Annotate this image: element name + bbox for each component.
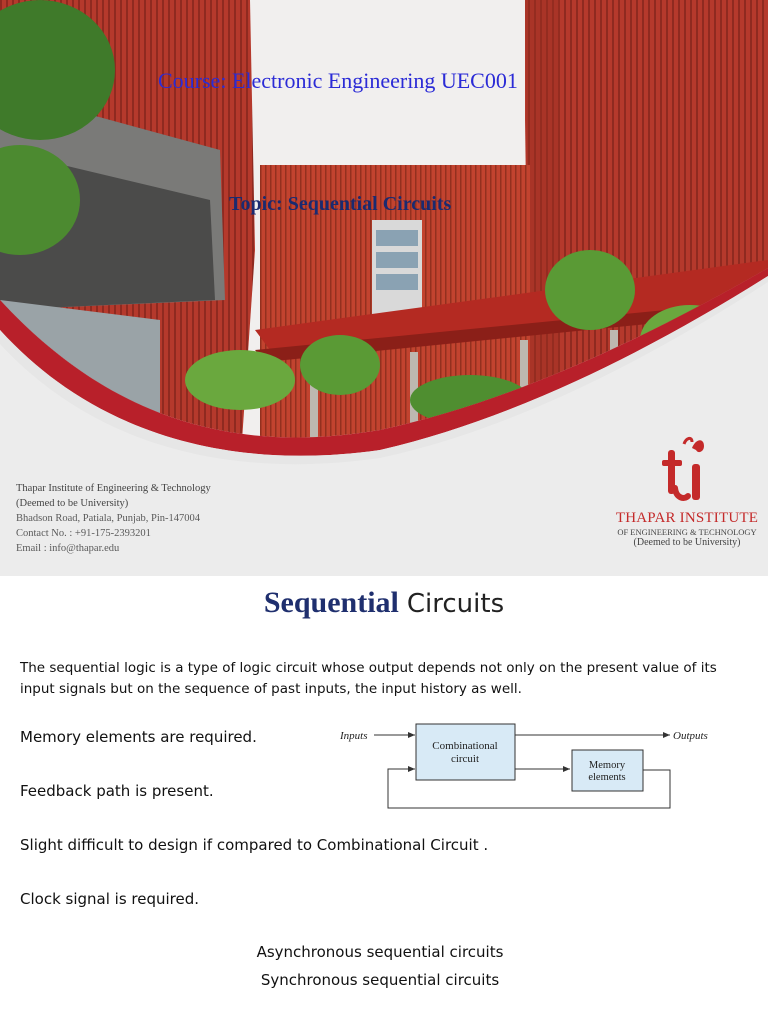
- logo-subtitle: OF ENGINEERING & TECHNOLOGY: [617, 527, 757, 537]
- type-asynchronous: Asynchronous sequential circuits: [256, 943, 504, 961]
- definition-paragraph: The sequential logic is a type of logic circuit whose output depends not only on the present value of its input signals but on the sequence of past inputs, the input history as well.: [20, 660, 717, 697]
- mem-label-2: elements: [588, 772, 626, 783]
- institute-address: [16, 481, 211, 556]
- comb-label-1: Combinational: [432, 740, 498, 752]
- point-memory: Memory elements are required.: [20, 728, 257, 746]
- topic-title: Topic: Sequential Circuits: [229, 193, 452, 215]
- address-line-road: Bhadson Road, Patiala, Punjab, Pin-147004: [16, 513, 201, 524]
- logo-name: THAPAR INSTITUTE: [615, 510, 759, 526]
- point-clock: Clock signal is required.: [20, 890, 200, 908]
- address-line-deemed: (Deemed to be University): [16, 498, 129, 509]
- content-slide: [0, 576, 768, 1024]
- address-line-email: Email : info@thapar.edu: [16, 543, 120, 554]
- comb-label-2: circuit: [450, 753, 480, 765]
- address-line-contact: Contact No. : +91-175-2393201: [16, 528, 151, 539]
- outputs-label: Outputs: [673, 730, 708, 742]
- course-title: Course: Electronic Engineering UEC001: [158, 68, 518, 93]
- title-rest-word: Circuits: [406, 589, 505, 619]
- type-synchronous: Synchronous sequential circuits: [260, 971, 500, 989]
- logo-deemed: (Deemed to be University): [633, 537, 741, 548]
- inputs-label: Inputs: [340, 730, 368, 742]
- title-bold-word: Sequential: [263, 586, 399, 619]
- mem-label-1: Memory: [588, 760, 626, 771]
- combinational-circuit-box: [416, 724, 515, 780]
- address-line-name: Thapar Institute of Engineering & Technology: [16, 483, 211, 494]
- sequential-circuit-diagram: [330, 716, 720, 816]
- point-design: Slight difficult to design if compared to Combinational Circuit .: [20, 836, 489, 854]
- thapar-logo: [612, 436, 762, 548]
- slide-title: [0, 586, 768, 620]
- point-feedback: Feedback path is present.: [20, 782, 214, 800]
- ti-logo-mark-icon: [662, 436, 712, 508]
